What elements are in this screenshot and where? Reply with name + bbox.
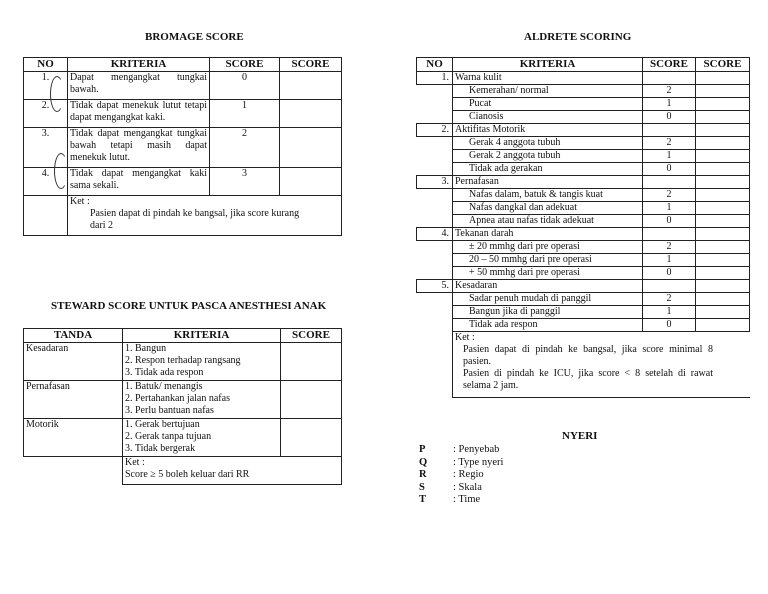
item-score-empty[interactable]: [696, 241, 750, 254]
list-item: 3. Perlu bantuan nafas: [125, 405, 214, 416]
ket-spacer: [24, 196, 68, 236]
steward-title: STEWARD SCORE UNTUK PASCA ANESTHESI ANAK: [51, 300, 327, 312]
item-score: 0: [643, 319, 696, 332]
bromage-header-score-2: SCORE: [280, 58, 342, 72]
nyeri-key: T: [419, 494, 427, 505]
ket-label: Ket :: [70, 196, 90, 207]
aldrete-header-score-2: SCORE: [696, 58, 750, 72]
steward-header-tanda: TANDA: [24, 329, 123, 343]
ket-spacer: [417, 332, 453, 398]
row-score: 2: [210, 128, 280, 168]
item-text: Gerak 2 anggota tubuh: [453, 150, 643, 163]
group-score-empty: [643, 228, 696, 241]
item-text: Nafas dangkal dan adekuat: [453, 202, 643, 215]
spacer: [417, 306, 453, 319]
spacer: [417, 111, 453, 124]
table-row: [24, 72, 342, 100]
table-row: [417, 267, 750, 280]
table-row: [417, 241, 750, 254]
spacer: [417, 293, 453, 306]
item-text: Kemerahan/ normal: [453, 85, 643, 98]
nyeri-key: S: [419, 481, 425, 493]
nyeri-title: NYERI: [562, 430, 598, 442]
item-score: 0: [643, 111, 696, 124]
aldrete-ket-row: [417, 332, 750, 398]
item-score: 1: [643, 254, 696, 267]
row-criteria: Tidak dapat menekuk lutut tetapi dapat mengangkat kaki.: [68, 100, 210, 128]
item-text: Apnea atau nafas tidak adekuat: [453, 215, 643, 228]
item-score: 1: [643, 306, 696, 319]
group-no: 4.: [417, 228, 453, 241]
item-score: 2: [643, 85, 696, 98]
item-text: Bangun jika di panggil: [453, 306, 643, 319]
row-score: 0: [210, 72, 280, 100]
table-row: [417, 111, 750, 124]
row-no: 4.: [24, 168, 68, 196]
tanda-cell: Motorik: [24, 419, 123, 457]
item-score-empty[interactable]: [696, 202, 750, 215]
item-score-empty[interactable]: [696, 98, 750, 111]
nyeri-value: : Penyebab: [453, 444, 500, 455]
ket-text: Pasien dapat di pindah ke bangsal, jika score kurang dari 2: [90, 208, 300, 231]
item-score: 0: [643, 163, 696, 176]
spacer: [417, 189, 453, 202]
group-name: Kesadaran: [453, 280, 643, 293]
group-name: Warna kulit: [453, 72, 643, 85]
item-score-empty[interactable]: [696, 111, 750, 124]
steward-header-score: SCORE: [281, 329, 342, 343]
aldrete-table: [416, 57, 750, 398]
list-item: 2. Gerak tanpa tujuan: [125, 431, 212, 442]
aldrete-ket: [453, 332, 750, 398]
tanda-cell: Pernafasan: [24, 381, 123, 419]
aldrete-title: ALDRETE SCORING: [524, 31, 632, 43]
steward-table: [23, 328, 342, 485]
group-score-empty[interactable]: [696, 124, 750, 137]
table-row: [417, 98, 750, 111]
table-row: [24, 381, 342, 419]
item-text: Tidak ada gerakan: [453, 163, 643, 176]
nyeri-value: : Skala: [453, 481, 482, 493]
row-score-empty[interactable]: [280, 72, 342, 100]
group-score-empty[interactable]: [696, 176, 750, 189]
bromage-header-row: [24, 58, 342, 72]
item-score-empty[interactable]: [696, 306, 750, 319]
row-criteria: Dapat mengangkat tungkai bawah.: [68, 72, 210, 100]
row-score: 1: [210, 100, 280, 128]
steward-header-row: [24, 329, 342, 343]
table-row: [417, 163, 750, 176]
score-cell-empty[interactable]: [281, 381, 342, 419]
item-score-empty[interactable]: [696, 189, 750, 202]
nyeri-value: : Type nyeri: [453, 456, 504, 468]
aldrete-header-row: [417, 58, 750, 72]
item-text: + 50 mmhg dari pre operasi: [453, 267, 643, 280]
group-row: [417, 72, 750, 85]
list-item: 1. Batuk/ menangis: [125, 381, 203, 392]
ket-spacer: [24, 457, 123, 485]
criteria-list: [123, 419, 281, 457]
list-item: [419, 494, 503, 507]
group-no: 3.: [417, 176, 453, 189]
list-item: [419, 469, 503, 482]
item-score: 1: [643, 150, 696, 163]
criteria-list: [123, 381, 281, 419]
bromage-ket: [68, 196, 342, 236]
spacer: [417, 150, 453, 163]
item-score: 2: [643, 241, 696, 254]
item-text: Sadar penuh mudah di panggil: [453, 293, 643, 306]
table-row: [417, 189, 750, 202]
table-row: [417, 293, 750, 306]
nyeri-value: : Time: [453, 494, 481, 505]
group-no: 1.: [417, 72, 453, 85]
item-score-empty[interactable]: [696, 215, 750, 228]
group-score-empty[interactable]: [696, 280, 750, 293]
group-no: 2.: [417, 124, 453, 137]
row-criteria: Tidak dapat mengangkat tungkai bawah tetapi masih dapat menekuk lutut.: [68, 128, 210, 168]
group-score-empty: [643, 280, 696, 293]
item-text: ± 20 mmhg dari pre operasi: [453, 241, 643, 254]
list-item: [419, 457, 503, 470]
nyeri-value: : Regio: [453, 469, 484, 480]
steward-ket: [123, 457, 342, 485]
tanda-cell: Kesadaran: [24, 343, 123, 381]
item-score: 2: [643, 189, 696, 202]
aldrete-header-score-1: SCORE: [643, 58, 696, 72]
list-item: 1. Bangun: [125, 343, 167, 354]
spacer: [417, 254, 453, 267]
spacer: [417, 163, 453, 176]
list-item: 3. Tidak bergerak: [125, 443, 196, 454]
spacer: [417, 267, 453, 280]
item-score-empty[interactable]: [696, 150, 750, 163]
group-no: 5.: [417, 280, 453, 293]
bromage-header-kriteria: KRITERIA: [68, 58, 210, 72]
group-name: Aktifitas Motorik: [453, 124, 643, 137]
table-row: [24, 419, 342, 457]
spacer: [417, 85, 453, 98]
table-row: [24, 343, 342, 381]
steward-header-kriteria: KRITERIA: [123, 329, 281, 343]
item-text: Cianosis: [453, 111, 643, 124]
steward-ket-row: [24, 457, 342, 485]
item-text: Pucat: [453, 98, 643, 111]
item-score: 1: [643, 98, 696, 111]
list-item: [419, 444, 503, 457]
table-row: [417, 202, 750, 215]
list-item: 1. Gerak bertujuan: [125, 419, 200, 430]
table-row: [417, 150, 750, 163]
item-text: 20 – 50 mmhg dari pre operasi: [453, 254, 643, 267]
table-row: [417, 254, 750, 267]
score-cell-empty[interactable]: [281, 343, 342, 381]
item-score-empty[interactable]: [696, 85, 750, 98]
row-score-empty[interactable]: [280, 168, 342, 196]
group-name: Pernafasan: [453, 176, 643, 189]
ket-text: Pasien di pindah ke ICU, jika score < 8 setelah di rawat selama 2 jam.: [463, 368, 713, 391]
group-name: Tekanan darah: [453, 228, 643, 241]
nyeri-list: [419, 444, 503, 507]
group-score-empty: [643, 176, 696, 189]
item-score: 0: [643, 267, 696, 280]
group-score-empty[interactable]: [696, 228, 750, 241]
bromage-title: BROMAGE SCORE: [145, 31, 244, 43]
item-score: 2: [643, 137, 696, 150]
ket-label: Ket :: [125, 457, 145, 468]
handwritten-mark: [50, 76, 64, 112]
item-text: Gerak 4 anggota tubuh: [453, 137, 643, 150]
bromage-table: [23, 57, 342, 236]
group-row: [417, 280, 750, 293]
nyeri-key: P: [419, 444, 426, 455]
group-row: [417, 176, 750, 189]
bromage-header-no: NO: [24, 58, 68, 72]
spacer: [417, 241, 453, 254]
row-no: 2.: [24, 100, 68, 128]
item-score: 2: [643, 293, 696, 306]
list-item: 2. Respon terhadap rangsang: [125, 355, 241, 366]
ket-label: Ket :: [455, 332, 475, 343]
bromage-ket-row: [24, 196, 342, 236]
item-score-empty[interactable]: [696, 137, 750, 150]
nyeri-key: Q: [419, 456, 428, 468]
table-row: [24, 128, 342, 168]
ket-text: Pasien dapat di pindah ke bangsal, jika score minimal 8 pasien.: [463, 344, 713, 367]
row-criteria: Tidak dapat mengangkat kaki sama sekali.: [68, 168, 210, 196]
ket-text: Score ≥ 5 boleh keluar dari RR: [125, 469, 250, 480]
item-score: 1: [643, 202, 696, 215]
item-score-empty[interactable]: [696, 163, 750, 176]
item-score-empty[interactable]: [696, 267, 750, 280]
table-row: [417, 319, 750, 332]
item-text: Nafas dalam, batuk & tangis kuat: [453, 189, 643, 202]
item-score-empty[interactable]: [696, 319, 750, 332]
list-item: [419, 482, 503, 495]
row-no: 3.: [24, 128, 68, 168]
list-item: 3. Tidak ada respon: [125, 367, 204, 378]
group-row: [417, 124, 750, 137]
table-row: [417, 137, 750, 150]
group-score-empty: [643, 124, 696, 137]
table-row: [417, 306, 750, 319]
criteria-list: [123, 343, 281, 381]
row-no: 1.: [24, 72, 68, 100]
group-score-empty: [643, 72, 696, 85]
list-item: 2. Pertahankan jalan nafas: [125, 393, 230, 404]
item-text: Tidak ada respon: [453, 319, 643, 332]
spacer: [417, 137, 453, 150]
table-row: [417, 215, 750, 228]
spacer: [417, 319, 453, 332]
nyeri-key: R: [419, 469, 427, 480]
handwritten-mark: [54, 153, 68, 189]
row-score-empty[interactable]: [280, 100, 342, 128]
score-cell-empty[interactable]: [281, 419, 342, 457]
spacer: [417, 202, 453, 215]
table-row: [24, 100, 342, 128]
row-score-empty[interactable]: [280, 128, 342, 168]
table-row: [417, 85, 750, 98]
group-score-empty[interactable]: [696, 72, 750, 85]
aldrete-header-kriteria: KRITERIA: [453, 58, 643, 72]
bromage-header-score-1: SCORE: [210, 58, 280, 72]
spacer: [417, 215, 453, 228]
aldrete-header-no: NO: [417, 58, 453, 72]
item-score-empty[interactable]: [696, 293, 750, 306]
table-row: [24, 168, 342, 196]
item-score-empty[interactable]: [696, 254, 750, 267]
spacer: [417, 98, 453, 111]
group-row: [417, 228, 750, 241]
row-score: 3: [210, 168, 280, 196]
item-score: 0: [643, 215, 696, 228]
